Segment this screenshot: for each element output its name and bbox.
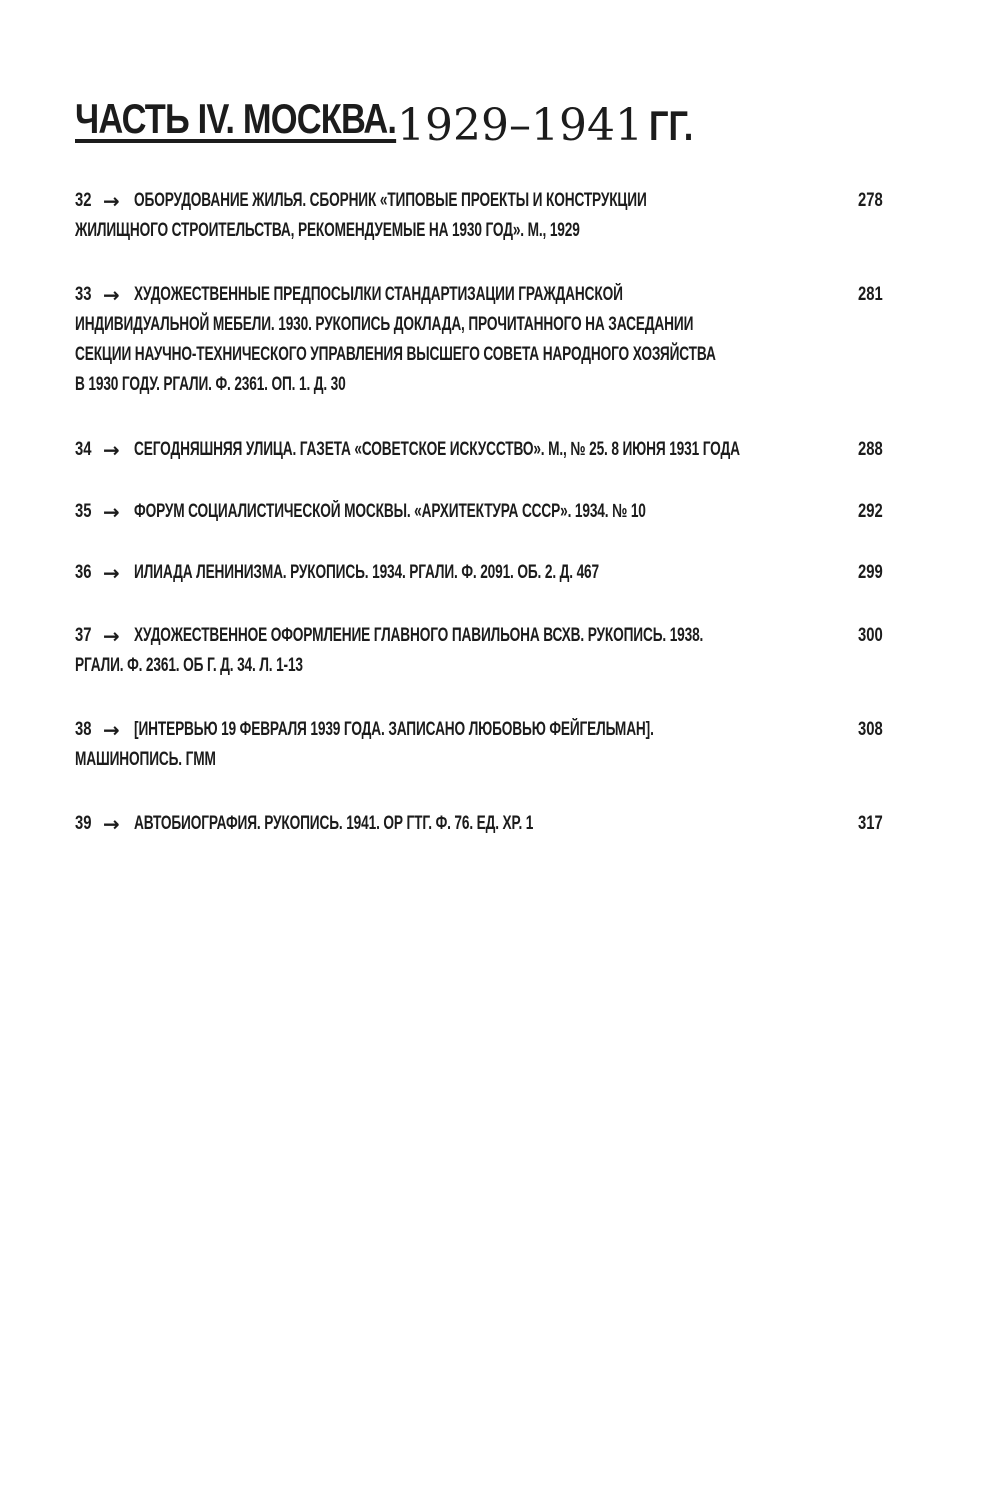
entry-title-line: ИНДИВИДУАЛЬНОЙ МЕБЕЛИ. 1930. РУКОПИСЬ ДОКЛАДА, ПРОЧИТАННОГО НА ЗАСЕДАНИИ xyxy=(75,314,694,335)
entry-title xyxy=(75,186,817,246)
entry-page-number: 292 xyxy=(858,501,883,522)
toc-entry-39[interactable] xyxy=(75,809,915,839)
entry-number: 33 xyxy=(75,284,92,305)
entry-title-line: СЕКЦИИ НАУЧНО-ТЕХНИЧЕСКОГО УПРАВЛЕНИЯ ВЫСШЕГО СОВЕТА НАРОДНОГО ХОЗЯЙСТВА xyxy=(75,344,716,365)
toc-entry-34[interactable] xyxy=(75,435,915,465)
arrow-icon: → xyxy=(103,189,120,213)
entry-title-line: ЖИЛИЩНОГО СТРОИТЕЛЬСТВА, РЕКОМЕНДУЕМЫЕ НА 1930 ГОД». М., 1929 xyxy=(75,220,580,241)
toc-entry-33[interactable] xyxy=(75,280,915,400)
arrow-icon: → xyxy=(103,283,120,307)
heading-suffix: ГГ. xyxy=(648,102,694,149)
entry-page-number: 299 xyxy=(858,562,883,583)
arrow-icon: → xyxy=(103,718,120,742)
entry-title-line: [ИНТЕРВЬЮ 19 ФЕВРАЛЯ 1939 ГОДА. ЗАПИСАНО ЛЮБОВЬЮ ФЕЙГЕЛЬМАН]. xyxy=(134,719,654,740)
entry-page-number: 281 xyxy=(858,284,883,305)
entry-number: 36 xyxy=(75,562,92,583)
entry-page-number: 288 xyxy=(858,439,883,460)
entry-number: 37 xyxy=(75,625,92,646)
entry-title xyxy=(75,435,817,465)
entry-title xyxy=(75,809,817,839)
arrow-icon: → xyxy=(103,624,120,648)
entry-title-line: СЕГОДНЯШНЯЯ УЛИЦА. ГАЗЕТА «СОВЕТСКОЕ ИСКУССТВО». М., № 25. 8 ИЮНЯ 1931 ГОДА xyxy=(134,439,740,460)
toc-entry-37[interactable] xyxy=(75,621,915,681)
entry-title-line: РГАЛИ. Ф. 2361. ОБ Г. Д. 34. Л. 1-13 xyxy=(75,655,303,676)
heading-years-wrap xyxy=(397,100,703,151)
arrow-icon: → xyxy=(103,438,120,462)
entry-title-line: ОБОРУДОВАНИЕ ЖИЛЬЯ. СБОРНИК «ТИПОВЫЕ ПРОЕКТЫ И КОНСТРУКЦИИ xyxy=(134,190,647,211)
entry-page-number: 300 xyxy=(858,625,883,646)
entry-page-number: 317 xyxy=(858,813,883,834)
entry-title-line: АВТОБИОГРАФИЯ. РУКОПИСЬ. 1941. ОР ГТГ. Ф. 76. ЕД. ХР. 1 xyxy=(134,813,534,834)
toc-entry-36[interactable] xyxy=(75,558,915,588)
arrow-icon: → xyxy=(103,500,120,524)
entry-title xyxy=(75,497,817,527)
entry-title-line: МАШИНОПИСЬ. ГММ xyxy=(75,749,216,770)
section-heading xyxy=(75,95,694,151)
toc-entry-38[interactable] xyxy=(75,715,915,775)
arrow-icon: → xyxy=(103,812,120,836)
heading-part-label: ЧАСТЬ IV. МОСКВА. xyxy=(75,95,397,142)
entry-page-number: 278 xyxy=(858,190,883,211)
entry-number: 34 xyxy=(75,439,92,460)
entry-title-line: ФОРУМ СОЦИАЛИСТИЧЕСКОЙ МОСКВЫ. «АРХИТЕКТУРА СССР». 1934. № 10 xyxy=(134,501,646,522)
entry-title xyxy=(75,715,817,775)
entry-title-line: ХУДОЖЕСТВЕННЫЕ ПРЕДПОСЫЛКИ СТАНДАРТИЗАЦИИ ГРАЖДАНСКОЙ xyxy=(134,284,623,305)
entry-number: 39 xyxy=(75,813,92,834)
entry-title-line: В 1930 ГОДУ. РГАЛИ. Ф. 2361. ОП. 1. Д. 30 xyxy=(75,374,346,395)
entry-title-line: ХУДОЖЕСТВЕННОЕ ОФОРМЛЕНИЕ ГЛАВНОГО ПАВИЛЬОНА ВСХВ. РУКОПИСЬ. 1938. xyxy=(134,625,704,646)
toc-entry-32[interactable] xyxy=(75,186,915,246)
arrow-icon: → xyxy=(103,561,120,585)
entry-page-number: 308 xyxy=(858,719,883,740)
entry-title xyxy=(75,558,817,588)
toc-entry-35[interactable] xyxy=(75,497,915,527)
entry-number: 38 xyxy=(75,719,92,740)
entry-title xyxy=(75,280,817,400)
entry-number: 35 xyxy=(75,501,92,522)
entry-title xyxy=(75,621,817,681)
entry-title-line: ИЛИАДА ЛЕНИНИЗМА. РУКОПИСЬ. 1934. РГАЛИ. Ф. 2091. ОБ. 2. Д. 467 xyxy=(134,562,599,583)
entry-number: 32 xyxy=(75,190,92,211)
heading-years: 1929–1941 xyxy=(397,100,643,151)
